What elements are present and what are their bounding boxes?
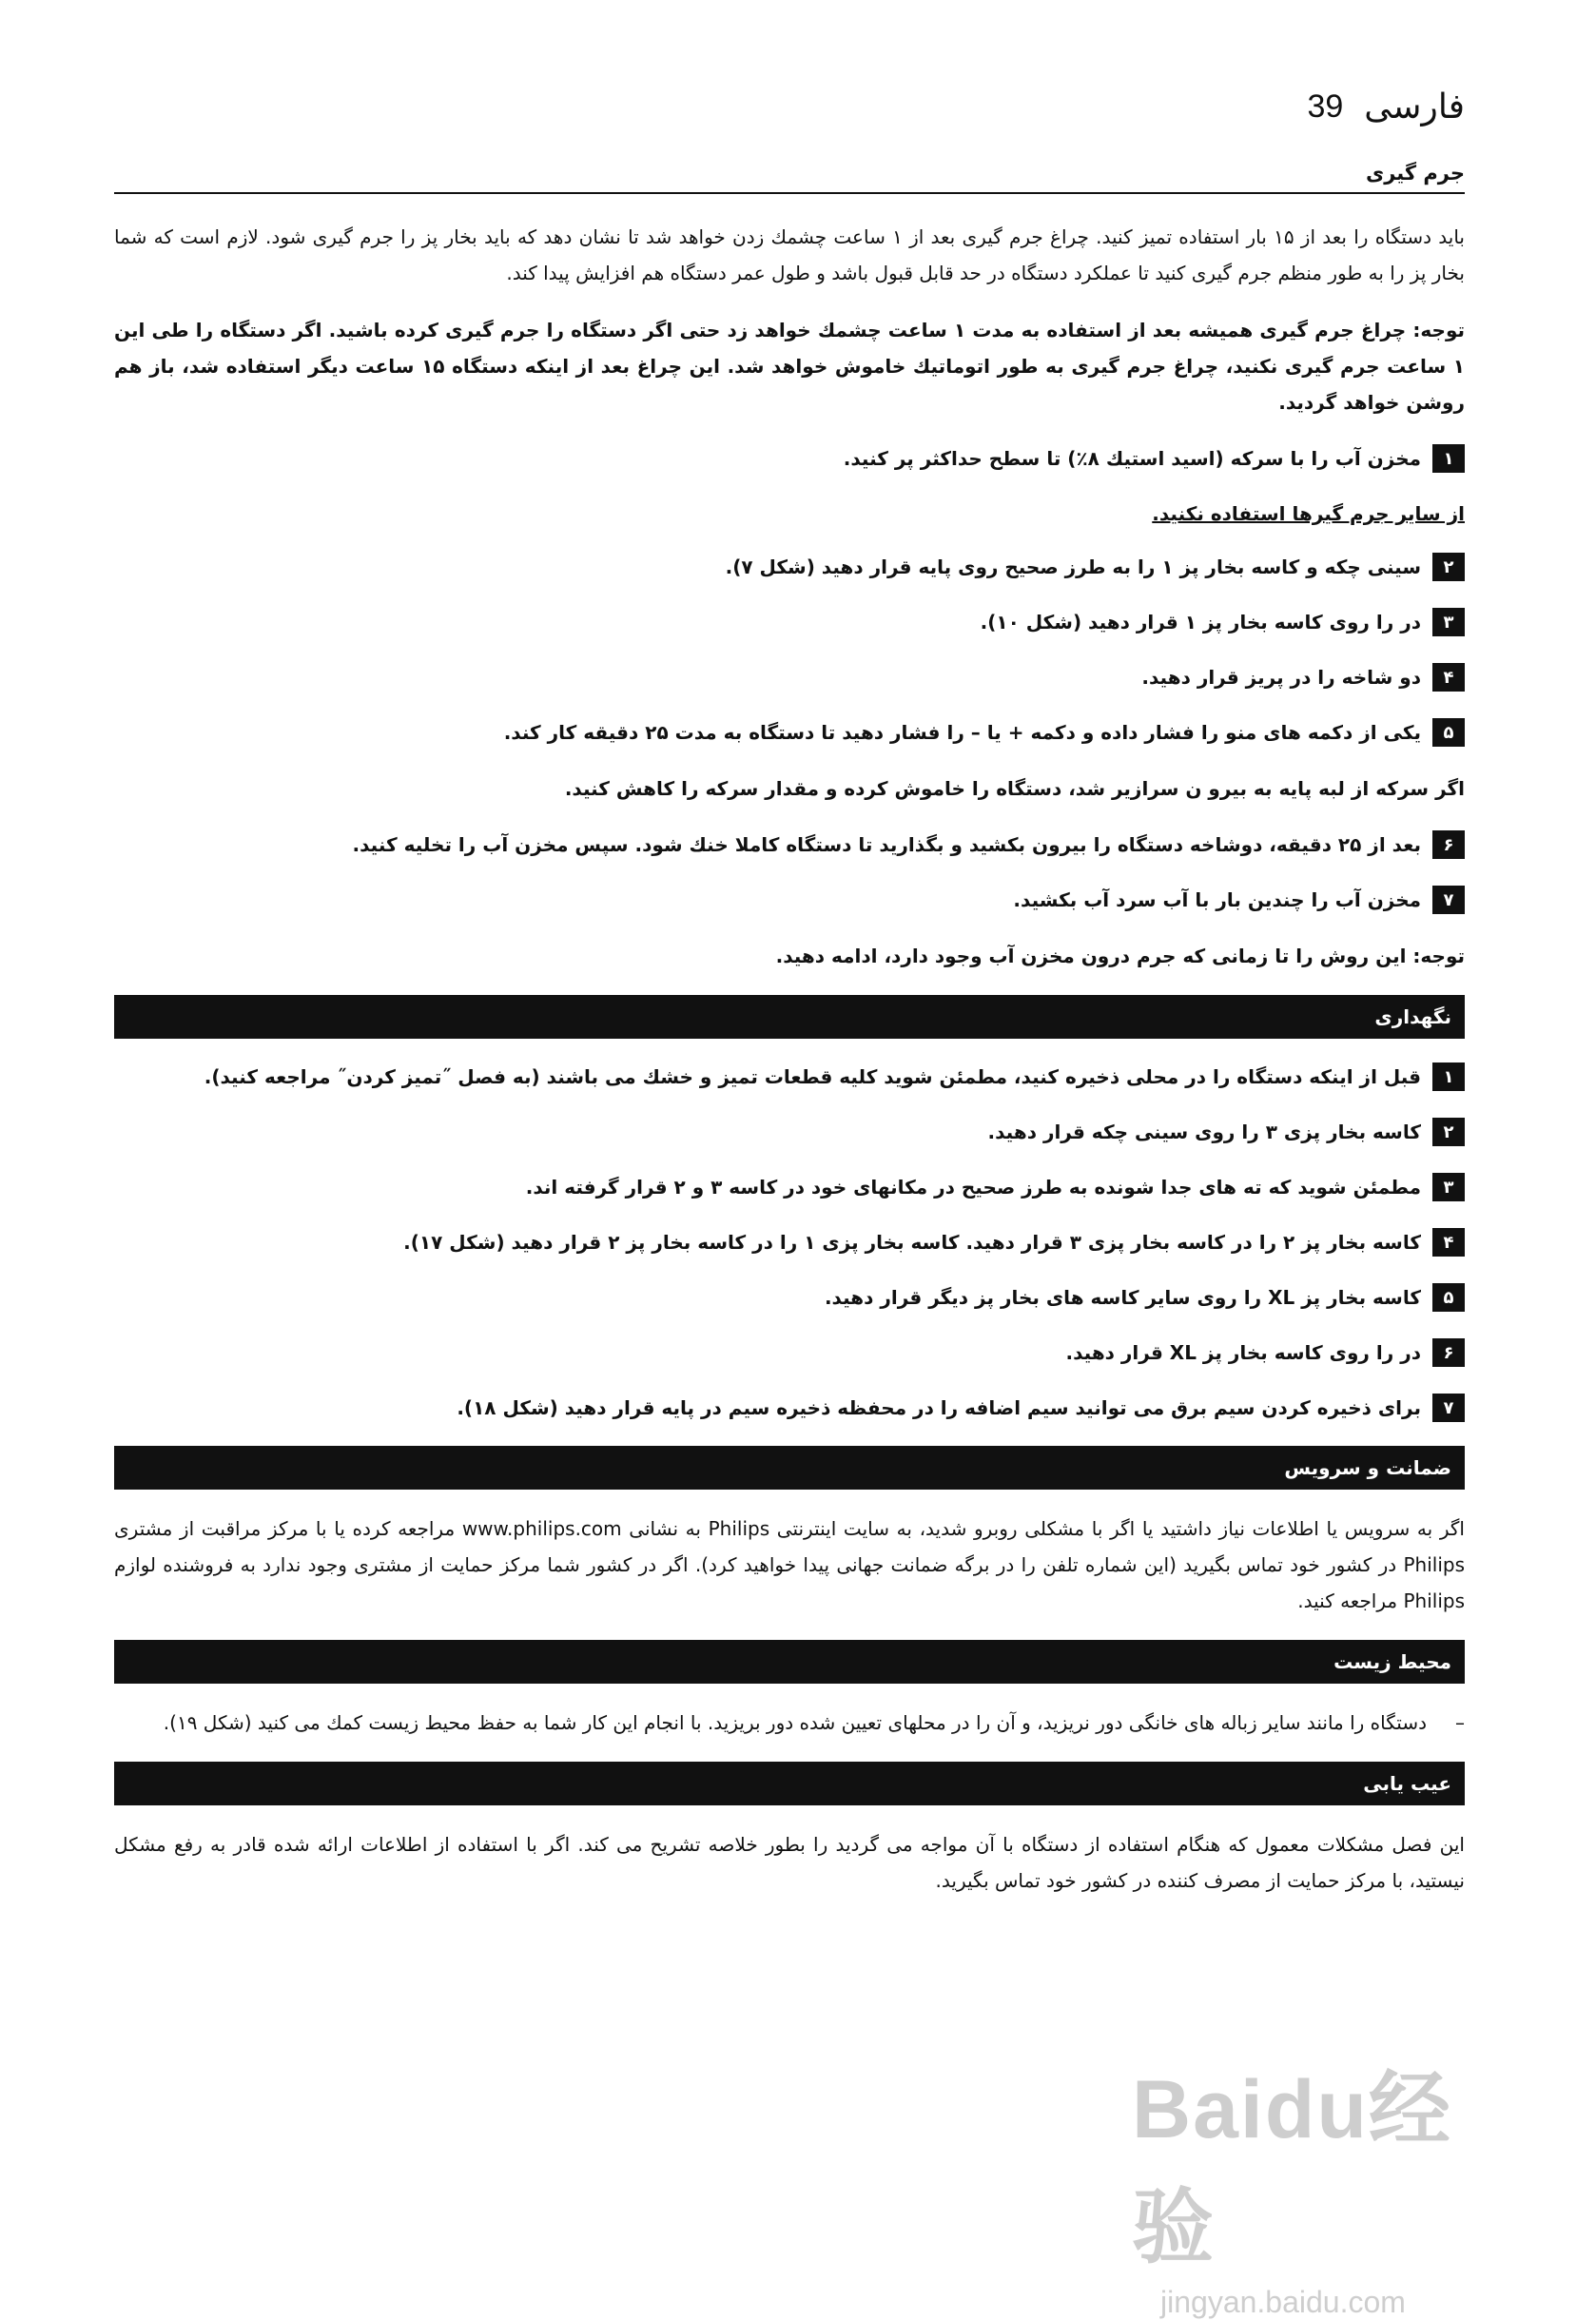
step-number: ۶	[1432, 830, 1465, 859]
step-text: مطمئن شوید که ته های جدا شونده به طرز صحیح در مکانهای خود در کاسه ۳ و ۲ قرار گرفته اند.	[525, 1176, 1421, 1199]
step-item	[114, 1335, 1465, 1370]
troubleshooting-section	[114, 1762, 1465, 1899]
step-item	[114, 1225, 1465, 1259]
step-text: بعد از ۲۵ دقیقه، دوشاخه دستگاه را بیرون بکشید و بگذارید تا دستگاه کاملا خنك شود. سپس مخزن آب را تخلیه کنید.	[352, 833, 1421, 856]
step-text: قبل از اینکه دستگاه را در محلی ذخیره کنید، مطمئن شوید کلیه قطعات تمیز و خشك می باشند (به فصل ˝تمیز کردن˝ مراجعه کنید).	[204, 1065, 1421, 1088]
storage-section	[114, 995, 1465, 1425]
step-text: یکی از دکمه های منو را فشار داده و دکمه + یا – را فشار دهید تا دستگاه به مدت ۲۵ دقیقه کار کند.	[503, 721, 1421, 744]
step-number: ۵	[1432, 718, 1465, 747]
step-text: مخزن آب را با سرکه (اسید استیك ۸٪) تا سطح حداکثر پر کنید.	[843, 447, 1421, 470]
step-text: سینی چکه و کاسه بخار پز ۱ را به طرز صحیح روی پایه قرار دهید (شکل ۷).	[725, 556, 1421, 578]
step-number: ۵	[1432, 1283, 1465, 1312]
environment-title: محیط زیست	[114, 1640, 1465, 1684]
step-item	[114, 605, 1465, 639]
troubleshooting-title: عیب یابی	[114, 1762, 1465, 1805]
step-item	[114, 1280, 1465, 1315]
descaling-warning: از سایر جرم گیرها استفاده نکنید.	[1152, 502, 1465, 525]
language-label: فارسی	[1364, 87, 1465, 127]
descaling-title: جرم گیری	[114, 162, 1465, 194]
overflow-note: اگر سرکه از لبه پایه به بیرو ن سرازیر شد، دستگاه را خاموش کرده و مقدار سرکه را کاهش کنید.	[564, 777, 1465, 800]
troubleshooting-text: این فصل مشکلات معمول که هنگام استفاده از دستگاه با آن مواجه می گردید را بطور خلاصه تشریح می کند. اگر با استفاده از اطلاعات ارائه شده قادر به رفع مشکل نیستید، با مرکز حمایت از مصرف کننده در کشور خود تماس بگیرید.	[114, 1833, 1465, 1892]
storage-title: نگهداری	[114, 995, 1465, 1039]
step-item	[114, 715, 1465, 750]
environment-section	[114, 1640, 1465, 1741]
step-number: ۴	[1432, 1228, 1465, 1257]
step-text: کاسه بخار پزی ۳ را روی سینی چکه قرار دهید.	[987, 1121, 1421, 1143]
step-number: ۱	[1432, 1063, 1465, 1091]
step-item	[114, 441, 1465, 476]
watermark-url: jingyan.baidu.com	[1160, 2285, 1406, 2319]
step-number: ۳	[1432, 608, 1465, 636]
step-item	[114, 1391, 1465, 1425]
step-item	[114, 883, 1465, 917]
step-number: ۳	[1432, 1173, 1465, 1201]
dash-bullet: –	[1455, 1711, 1465, 1734]
step-text: برای ذخیره کردن سیم برق می توانید سیم اضافه را در محفظه ذخیره سیم در پایه قرار دهید (شکل ۱۸).	[457, 1396, 1421, 1419]
step-text: در را روی کاسه بخار پز XL قرار دهید.	[1065, 1341, 1421, 1364]
descaling-note: توجه: چراغ جرم گیری همیشه بعد از استفاده به مدت ۱ ساعت چشمك خواهد زد حتی اگر دستگاه را جرم گیری کرده باشید. اگر دستگاه را طی این ۱ ساعت جرم گیری نکنید، چراغ جرم گیری به طور اتوماتیك خاموش خواهد شد. این چراغ بعد از اینکه دستگاه ۱۵ ساعت دیگر استفاده شد، باز هم روشن خواهد گردید.	[114, 319, 1466, 414]
final-note: توجه: این روش را تا زمانی که جرم درون مخزن آب وجود دارد، ادامه دهید.	[775, 945, 1465, 967]
page-header	[114, 78, 1465, 135]
step-number: ۷	[1432, 886, 1465, 914]
page-number: 39	[1307, 88, 1344, 125]
environment-text: دستگاه را مانند سایر زباله های خانگی دور نریزید، و آن را در محلهای تعیین شده دور بریزید. با انجام این کار شما به حفظ محیط زیست کمك می کنید (شکل ۱۹).	[163, 1711, 1427, 1734]
step-item	[114, 550, 1465, 584]
page-content	[114, 162, 1465, 1920]
step-text: کاسه بخار پز ۲ را در کاسه بخار پزی ۳ قرار دهید. کاسه بخار پزی ۱ را در کاسه بخار پز ۲ قرار دهید (شکل ۱۷).	[403, 1231, 1421, 1254]
step-text: در را روی کاسه بخار پز ۱ قرار دهید (شکل ۱۰).	[980, 611, 1421, 634]
warranty-text: اگر به سرویس یا اطلاعات نیاز داشتید یا اگر با مشکلی روبرو شدید، به سایت اینترنتی Philips به نشانی www.philips.com مراجعه کرده یا با مرکز مراقبت از مشتری Philips در کشور خود تماس بگیرید (این شماره تلفن را در برگه ضمانت جهانی پیدا خواهید کرد). اگر در کشور شما مرکز حمایت از مشتری وجود ندارد به فروشنده لوازم Philips مراجعه کنید.	[114, 1517, 1465, 1612]
step-number: ۶	[1432, 1338, 1465, 1367]
descaling-section	[114, 162, 1465, 974]
watermark-logo: Baidu经验	[1132, 2064, 1452, 2273]
step-number: ۲	[1432, 1118, 1465, 1146]
baidu-watermark	[1132, 2043, 1531, 2319]
step-item	[114, 1060, 1465, 1094]
step-text: کاسه بخار پز XL را روی سایر کاسه های بخار پز دیگر قرار دهید.	[824, 1286, 1421, 1309]
descaling-intro: باید دستگاه را بعد از ۱۵ بار استفاده تمیز کنید. چراغ جرم گیری بعد از ۱ ساعت چشمك زدن خواهد شد تا نشان دهد که باید بخار پز را جرم گیری شود. لازم است که شما بخار پز را به طور منظم جرم گیری کنید تا عملکرد دستگاه در حد قابل قبول باشد و طول عمر دستگاه هم افزایش پیدا کند.	[114, 225, 1465, 284]
step-number: ۲	[1432, 553, 1465, 581]
warranty-section	[114, 1446, 1465, 1619]
step-number: ۱	[1432, 444, 1465, 473]
step-number: ۴	[1432, 663, 1465, 692]
step-item	[114, 660, 1465, 694]
list-item	[114, 1705, 1465, 1741]
step-item	[114, 1115, 1465, 1149]
step-number: ۷	[1432, 1394, 1465, 1422]
step-text: مخزن آب را چندین بار با آب سرد آب بکشید.	[1013, 888, 1421, 911]
step-text: دو شاخه را در پریز قرار دهید.	[1141, 666, 1421, 689]
warranty-title: ضمانت و سرویس	[114, 1446, 1465, 1490]
step-item	[114, 1170, 1465, 1204]
step-item	[114, 828, 1465, 862]
